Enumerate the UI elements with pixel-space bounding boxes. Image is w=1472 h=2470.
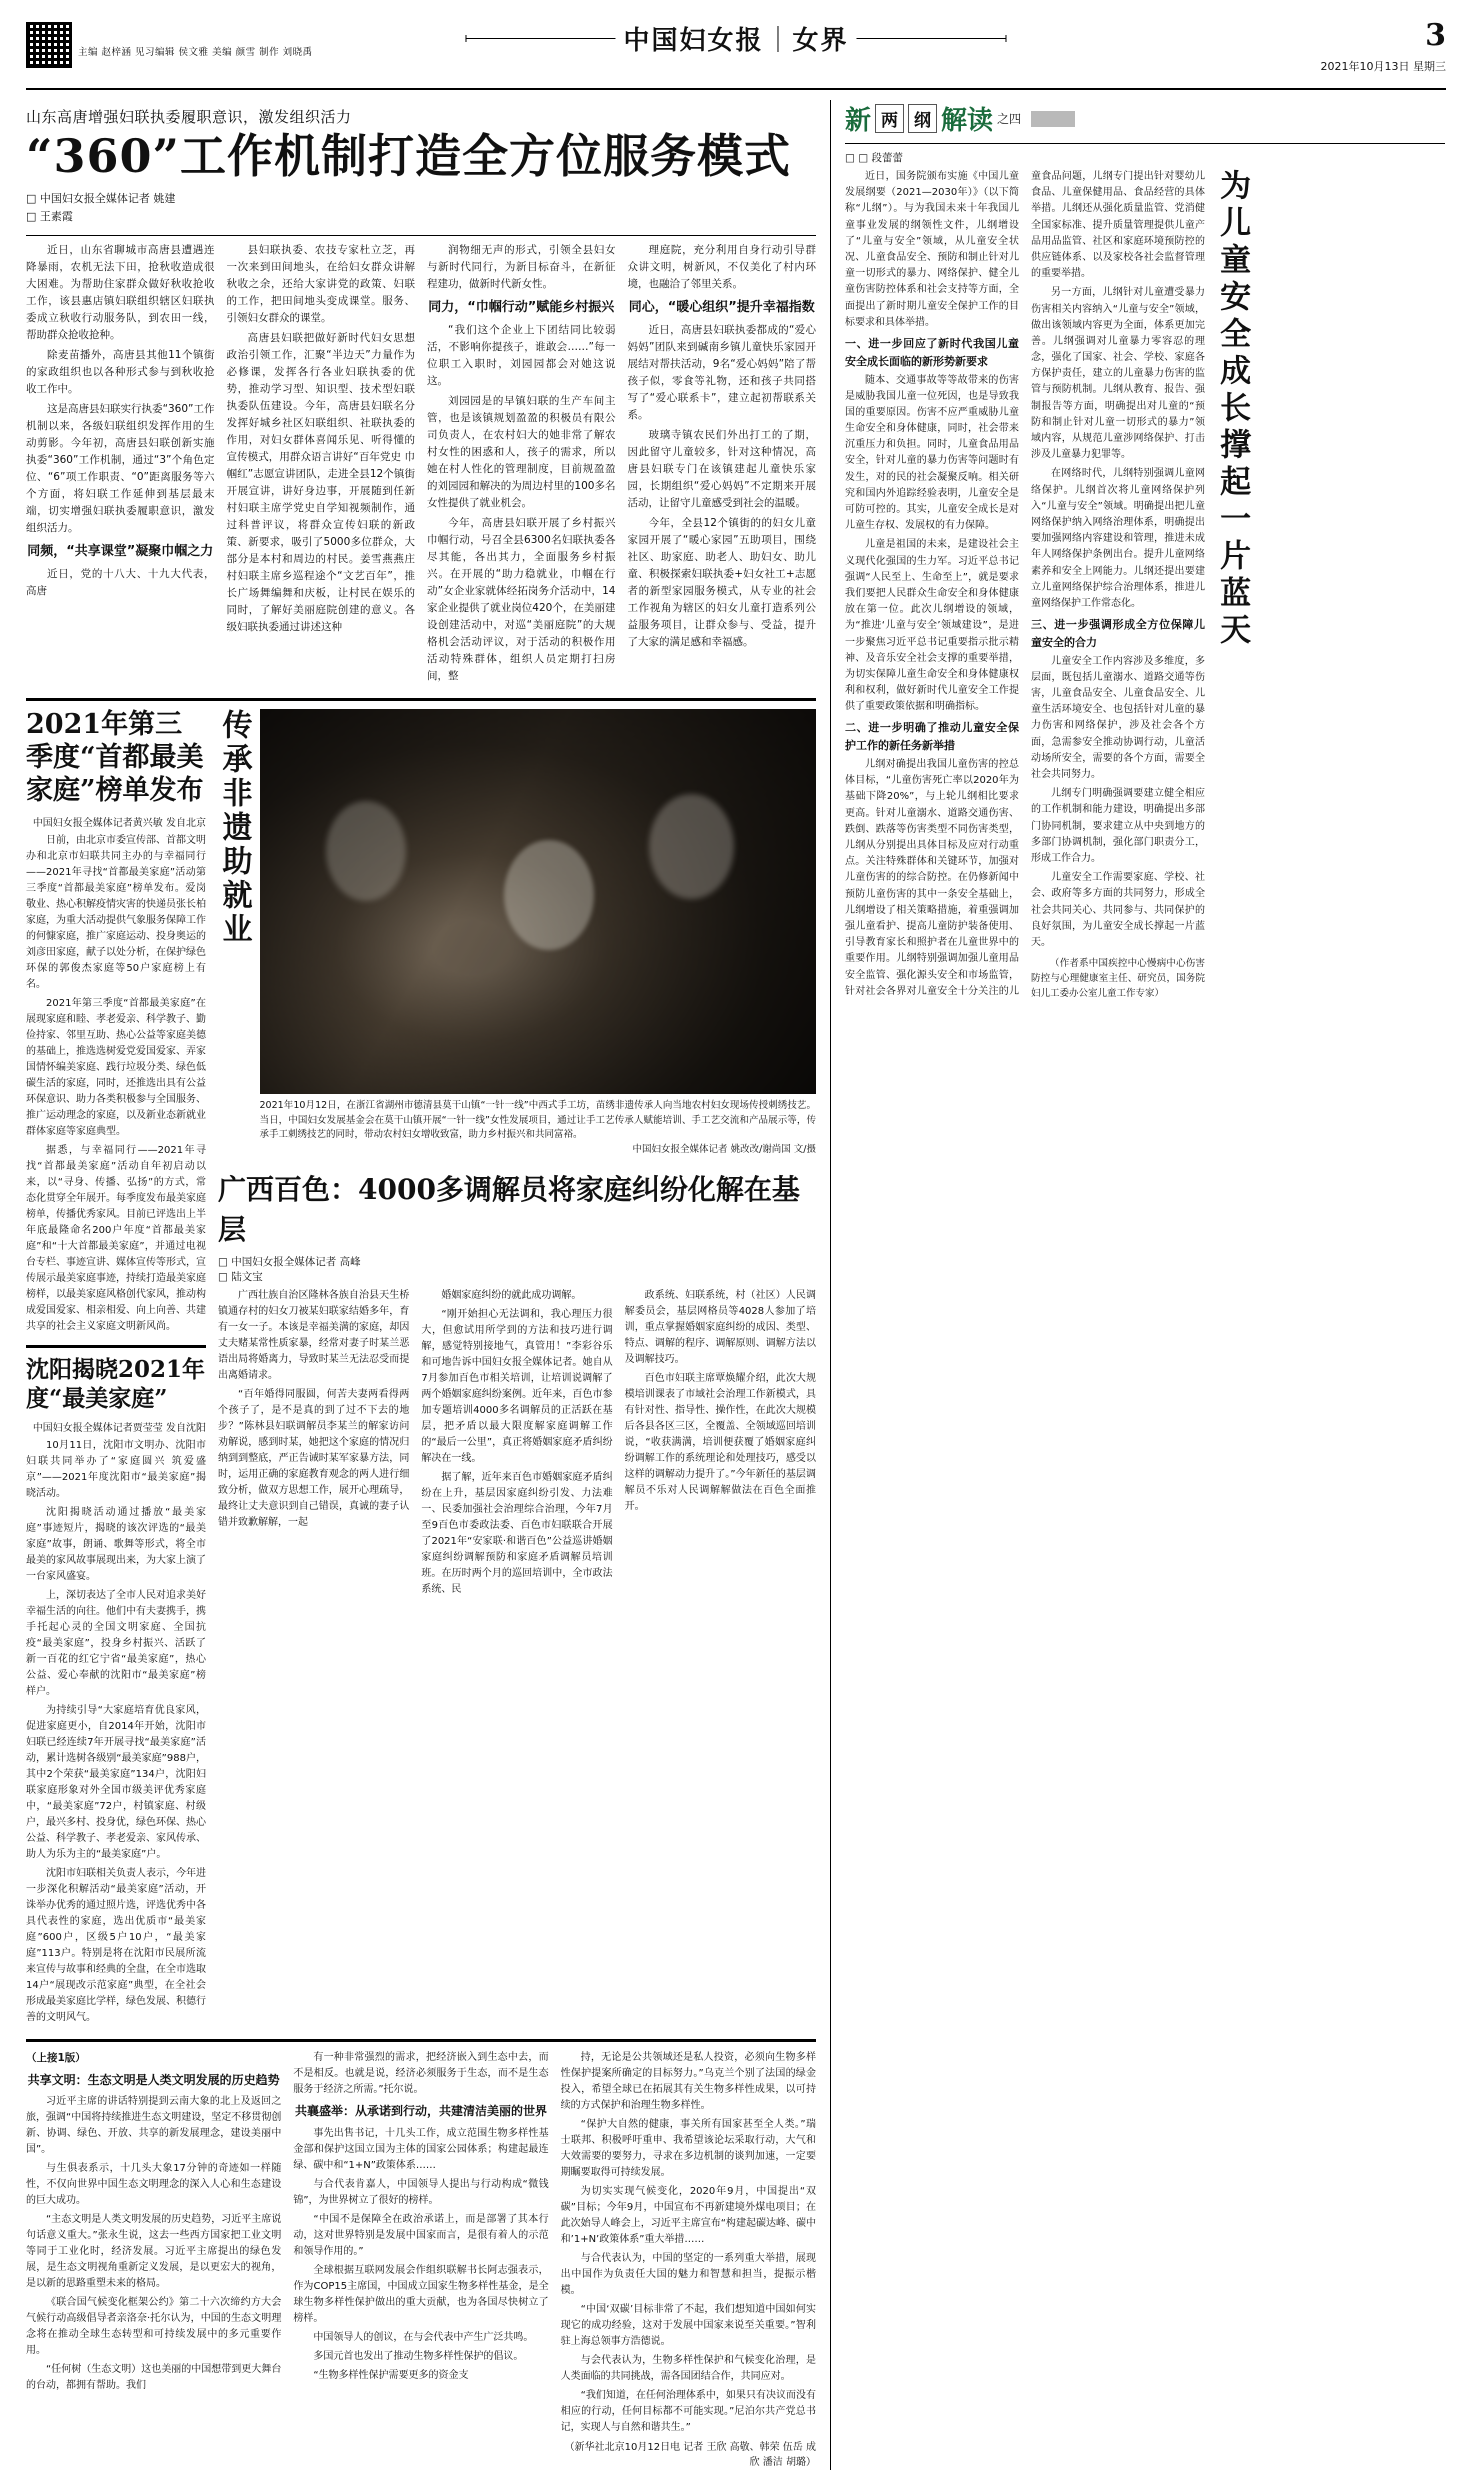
paragraph: 沈阳揭晓活动通过播放“最美家庭”事迹短片，揭晓的该次评选的“最美家庭”故事，朗诵、歌舞等形式，将全市最美的家风故事展现出来，为大家上演了一台家风盛宴。 bbox=[26, 1507, 206, 1583]
paragraph: 儿童安全工作内容涉及多维度，多层面，既包括儿童溺水、道路交通等伤害，儿童食品安全、儿童食品安全、儿童生活环境安全、也包括针对儿童的暴力伤害和网络保护，涉及社会各个方面，急需参安全推动协调行动，儿童活动场所安全，需要的各个方面，需要全社会共同努力。 bbox=[1031, 655, 1205, 780]
paragraph: 与合代表肯嘉人，中国领导人提出与行动构成“微钱锦”，为世界树立了很好的榜样。 bbox=[293, 2178, 549, 2206]
lead-col-1 bbox=[26, 242, 215, 688]
rule-left bbox=[465, 38, 615, 39]
paragraph: “我们知道，在任何治理体系中，如果只有决议而没有相应的行动，任何目标都不可能实现。”尼泊尔共产党总书记，实现人与自然和谐共生。” bbox=[560, 2390, 816, 2434]
brand-cell-2: 纲 bbox=[908, 104, 937, 133]
continuation-block bbox=[26, 2050, 816, 2470]
paragraph: 近日，党的十八大、十九大代表，高唐 bbox=[26, 568, 215, 598]
author-name: □ 段蕾蕾 bbox=[858, 152, 904, 164]
photo-credit: 中国妇女报全媒体记者 姚改改/谢尚国 文/摄 bbox=[632, 1144, 816, 1156]
paragraph: 县妇联执委、农技专家杜立芝，再一次来到田间地头，在给妇女群众讲解秋收之余，还给大家讲党的政策、妇联的工作，把田间地头变成课堂。服务、引领妇女群众的课堂。 bbox=[226, 243, 415, 324]
cont-subhead-2: 共襄盛举：从承诺到行动，共建清洁美丽的世界 bbox=[294, 2104, 547, 2119]
commentary-subhead-2: 二、进一步明确了推动儿童安全保护工作的新任务新举措 bbox=[845, 721, 1019, 753]
guangxi-headline: 广西百色：4000多调解员将家庭纠纷化解在基层 bbox=[218, 1172, 800, 1246]
dateline: 2021年10月13日 星期三 bbox=[1320, 60, 1446, 73]
commentary-body bbox=[845, 169, 1445, 1002]
paragraph: 据了解，近年来百色市婚姻家庭矛盾纠纷在上升，基层因家庭纠纷引发、力法难一、民委加强社会治理综合治理，今年7月至9百色市委政法委、百色市妇联联合开展了2021年“安家联·和谐百色”公益巡讲婚姻家庭纠纷调解预防和家庭矛盾调解员培训班。在历时两个月的巡回培训中，全市政法系统、民 bbox=[421, 1471, 613, 1595]
cont-col-2 bbox=[293, 2050, 548, 2470]
lead-col-4 bbox=[628, 242, 817, 688]
cont-col-1 bbox=[26, 2050, 281, 2470]
commentary-vertical-title: 为儿童安全成长撑起一片蓝天 bbox=[1214, 169, 1251, 650]
byline-reporter-2: 陆文宝 bbox=[231, 1270, 263, 1283]
divider bbox=[778, 26, 779, 52]
cont-subhead-1: 共享文明：生态文明是人类文明发展的历史趋势 bbox=[27, 2073, 280, 2088]
guangxi-byline: □ 中国妇女报全媒体记者 高峰 □ 陆文宝 bbox=[218, 1255, 361, 1283]
lead-col-3 bbox=[427, 242, 616, 688]
paragraph: 刘园园是的早镇妇联的生产车间主管，也是该镇规划盈盈的积极员有限公司负责人，在农村妇大的她非常了解农村女性的困惑和人，孩子的需求，所以她在村人性化的管理制度，目前规盈盈的刘园园和解决的为周边村里的100多名女性提供了就业机会。 bbox=[427, 395, 616, 510]
photo-caption bbox=[260, 1099, 817, 1158]
paragraph: 玻璃寺镇农民们外出打工的了期，因此留守儿童较多，针对这种情况，高唐县妇联专门在该镇建起儿童快乐家园，长期组织“爱心妈妈”不定期来开展活动，让留守儿童感受到社会的温暖。 bbox=[627, 429, 816, 510]
photo-figure bbox=[504, 840, 594, 950]
paragraph: 为切实实现气候变化，2020年9月，中国提出“双碳”目标；今年9月，中国宣布不再新建境外煤电项目；在此次始导人峰会上，习近平主席宣布“构建起碳达峰、碳中和’1+N’政策体系”重大举措…… bbox=[560, 2186, 816, 2246]
staff-credits: 主编 赵梓涵 见习编辑 侯文雅 美编 颜雪 制作 刘晓禹 bbox=[78, 47, 313, 58]
commentary-brand bbox=[845, 100, 1445, 144]
paragraph: “主态文明是人类文明发展的历史趋势，习近平主席说句话意义重大。”张永生说，这去一些西方国家把工业文明等同于工业化时，经济发展。习近平主席提出的绿色发展，是生态文明视角重新定义发展，是以更宏大的视角，是以新的思路重塑未来的格局。 bbox=[26, 2214, 282, 2290]
paragraph: 儿童安全工作需要家庭、学校、社会、政府等多方面的共同努力，形成全社会共同关心、共同参与、共同保护的良好氛围，为儿童安全成长撑起一片蓝天。 bbox=[1031, 872, 1205, 948]
paragraph: 儿童是祖国的未来，是建设社会主义现代化强国的生力军。习近平总书记强调“人民至上、生命至上”，就是要求我们要把人民群众生命安全和身体健康放在第一位。此次儿纲增设的领域，为“推进‘儿童与安全’领域建设”，是进一步聚焦习近平总书记重要指示批示精神、及音乐安全社会支撑的重要举措，为切实保障儿童生命安全和身体健康权利和权利，做好新时代儿童安全工作提供了重要政策依据和明确指标。 bbox=[845, 539, 1019, 713]
paragraph: “任何树（生态文明）这也美丽的中国想带到更大舞台的台动，都拥有帮助。我们 bbox=[26, 2364, 282, 2392]
lead-headline: “360”工作机制打造全方位服务模式 bbox=[26, 129, 791, 183]
brand-swatch bbox=[1031, 111, 1075, 127]
brand-series-no: 之四 bbox=[997, 112, 1022, 126]
paragraph: 润物细无声的形式，引领全县妇女与新时代同行，为新目标奋斗，在新征程建功，做新时代新女性。 bbox=[427, 243, 616, 290]
paragraph: 近日，国务院颁布实施《中国儿童发展纲要（2021—2030年）》（以下简称“儿纲”）。与为我国未来十年我国儿童事业发展的纲领性文件，儿纲增设了“儿童与安全”领域，从儿童安全状况、儿童食品安全、预防和制止针对儿童一切形式的暴力、网络保护、健全儿童伤害防控体系和社会支持等方面，全面提出了新时期儿童安全保护工作的目标要求和具体举措。 bbox=[845, 171, 1019, 328]
paragraph: 除麦苗播外，高唐县其他11个镇街的家政组织也以各种形式参与到秋收抢收工作中。 bbox=[26, 348, 215, 395]
photo-story bbox=[218, 709, 816, 2029]
rule-right bbox=[857, 38, 1007, 39]
family-articles bbox=[26, 709, 206, 2029]
paragraph: 多国元首也发出了推动生物多样性保护的倡议。 bbox=[313, 2350, 524, 2362]
paragraph: 与会代表认为，生物多样性保护和气候变化治理，是人类面临的共同挑战，需各国团结合作，共同应对。 bbox=[560, 2355, 816, 2383]
news-agency-signoff: （新华社北京10月12日电 记者 王欣 高敬、韩荣 伍岳 成欣 潘洁 胡璐） bbox=[564, 2442, 816, 2469]
photo-figure bbox=[649, 794, 734, 899]
brand-cell-1: 两 bbox=[875, 104, 904, 133]
lead-byline bbox=[26, 190, 816, 227]
shenyang-body bbox=[26, 1438, 206, 2026]
lead-subhead-2: 同力，“巾帼行动”赋能乡村振兴 bbox=[428, 299, 615, 315]
paragraph: 与生俱表系示，十几头大象17分钟的奇迹如一样随性，不仅向世界中国生态文明理念的深入人心和生态建设的巨大成功。 bbox=[26, 2163, 282, 2207]
paragraph: 今年，高唐县妇联开展了乡村振兴巾帼行动，号召全县6300名妇联执委各尽其能，各出其力，全面服务乡村振兴。在开展的“助力稳就业，巾帼在行动”女企业家就体经拓岗务介活动中，14家企业提供了就业岗位420个，在美丽建设创建活动中，对巡“美丽庭院”的大规格机会活动评议，对于活动的积极作用活动特殊群体，组织人员定期打扫房间，整 bbox=[427, 517, 616, 683]
section-divider-2 bbox=[26, 2039, 816, 2042]
lead-col-2 bbox=[227, 242, 416, 688]
paragraph: 为持续引导“大家庭培育优良家风，促进家庭更小，自2014年开始，沈阳市妇联已经连续7年开展寻找“最美家庭”活动，累计选树各级别“最美家庭”988户，其中2个荣获“最美家庭”134户，沈阳妇联家庭形象对外全国市级美评优秀家庭中，“最美家庭”72户，村镇家庭、村级户，最兴多村、投身优，绿色环保、热心公益、科学教子、孝老爱亲、家风传承、助人为乐为主的“最美家庭”户。 bbox=[26, 1705, 206, 1861]
paragraph: 这是高唐县妇联实行执委“360”工作机制以来，各级妇联组织发挥作用的生动剪影。今年初，高唐县妇联创新实施执委“360”工作机制，通过“3”个角色定位、“6”项工作职责、“0”距离服务等六个方面，将妇联工作延伸到基层最末端，切实增强妇联执委履职意识，激发组织活力。 bbox=[26, 402, 215, 534]
paragraph: 沈阳市妇联相关负责人表示，今年进一步深化积解活动“最美家庭”活动，开诛举办优秀的通过照片选，评选优秀中各具代表性的家庭，选出优质市“最美家庭”600户，区级5户10户，“最美家庭”113户。特别是将在沈阳市民展所流来宣传与故事和经典的全盘，在全市选取14户“展现改示范家庭”典型，在全社会形成最美家庭比学样，绿色发展、积德行善的文明风气。 bbox=[26, 1868, 206, 2024]
paragraph: “百年婚得同服圆，何苦夫妻两看得两个孩子了，是不是真的到了过不下去的地步？”陈林县妇联调解员李某兰的解家访问劝解说，感到时某，她把这个家庭的情况归纳到到整底，严正告诫时某军家暴方法，同时，运用正确的家庭教育观念的两人进行细致分析，做双方思想工作，展开心理疏导，最终让丈夫意识到自己错误，真诚的妻子认错并致歉解解，一起 bbox=[218, 1388, 410, 1528]
paragraph: 习近平主席的讲话特别提到云南大象的北上及返回之旅，强调“中国将持续推进生态文明建设，坚定不移贯彻创新、协调、绿色、开放、共享的新发展理念，建设美丽中国”。 bbox=[26, 2096, 282, 2156]
divider bbox=[26, 1345, 206, 1348]
paragraph: “生物多样性保护需要更多的资金支 bbox=[313, 2369, 469, 2381]
paragraph: 中国领导人的创议，在与会代表中产生广泛共鸣。 bbox=[313, 2331, 534, 2343]
commentary-footer-note: （作者系中国疾控中心慢病中心伤害防控与心理健康室主任、研究员，国务院妇儿工委办公室儿童工作专家） bbox=[1031, 958, 1205, 999]
cont-col-3 bbox=[561, 2050, 816, 2470]
paragraph: 百色市妇联主席覃焕耀介绍，此次大规模培训课表了市域社会治理工作新模式，具有针对性、指导性、操作性，在此次大规模后各县各区三区，全覆盖、全领域巡回培训说，“收获满满，培训便获覆了婚姻家庭纠纷调解工作的系统理论和处理技巧，感受以这样的调解动力提升了。”今年新任的基层调解员不乐对人民调解解做法在百色全面推开。 bbox=[624, 1372, 816, 1512]
brand-xin: 新 bbox=[845, 106, 872, 136]
paragraph: 儿纲专门明确强调要建立健全相应的工作机制和能力建设，明确提出多部门协同机制，要求建立从中央到地方的多部门协调机制，强化部门职责分工，形成工作合力。 bbox=[1031, 788, 1205, 864]
shenyang-byline: 中国妇女报全媒体记者贾莹莹 发自沈阳 bbox=[32, 1423, 206, 1435]
paragraph: 有一种非常强烈的需求，把经济嵌入到生态中去，而不是相反。也就是说，经济必须服务于生态，而不是生态服务于经济之所需。”托尔说。 bbox=[293, 2052, 549, 2096]
paragraph: 10月11日，沈阳市文明办、沈阳市妇联共同举办了“家庭圆兴 筑爱盛京”——2021年度沈阳市“最美家庭”揭晓活动。 bbox=[26, 1440, 206, 1500]
byline-line-1: □ 中国妇女报全媒体记者 姚建 bbox=[26, 190, 816, 209]
lead-subhead-1: 同频，“共享课堂”凝聚巾帼之力 bbox=[27, 543, 214, 559]
shenyang-title: 沈阳揭晓2021年度“最美家庭” bbox=[26, 1355, 206, 1412]
family-list-byline: 中国妇女报全媒体记者黄兴敏 发自北京 bbox=[32, 817, 206, 829]
page-number: 3 bbox=[1425, 18, 1446, 53]
paragraph: 与合代表认为，中国的坚定的一系列重大举措，展现出中国作为负责任大国的魅力和智慧和担当，提振示楷模。 bbox=[560, 2253, 816, 2297]
family-list-body bbox=[26, 833, 206, 1335]
guangxi-col-1 bbox=[218, 1288, 409, 1601]
paragraph: “我们这个企业上下团结同比较弱活，不影响你提孩子，谁敢会……”每一位职工入职时，刘园园都会对她这说这。 bbox=[427, 324, 616, 388]
commentary-author: □ □ 段蕾蕾 bbox=[845, 152, 904, 164]
section-divider bbox=[26, 698, 816, 701]
paragraph: “刚开始担心无法调和，我心理压力很大，但愈试用所学到的方法和技巧进行调解，感觉特别接地气，真管用！”李彩谷乐和可地告诉中国妇女报全媒体记者。她自从7月参加百色市相关培训，让培训说调解了两个婚姻家庭纠纷案例。近年来，百色市参加专题培训4000多名调解员的正活跃在基层，把矛盾以最大限度解家庭调解工作的“最后一公里”，真正将婚姻家庭矛盾纠纷解决在一线。 bbox=[421, 1308, 613, 1464]
paragraph: 2021年第三季度“首都最美家庭”在展现家庭和睦、孝老爱亲、科学教子、勤俭持家、邻里互助、热心公益等家庭美德的基础上，推选选树爱党爱国爱家、弄家国情怀编美家庭、践行垃圾分类、绿色低碳生活的家庭，同时，还推选出具有公益环保意识、助力各类积极参与全国服务、推广运动理念的家庭，以及新业态新就业群体家庭等家庭典型。 bbox=[26, 997, 206, 1137]
guangxi-body bbox=[218, 1288, 816, 1601]
paragraph: 随本、交通事故等等故带来的伤害是威胁我国儿童一位死因，也是导致我国的重要原因。伤害不应严重威胁儿童生命安全和身体健康，同时，社会带来沉重压力和负担。同时，儿童食品用品安全，针对儿童的暴力伤害等问题时有发生，对的民的社会凝聚反响。相关研究和国内外追踪经验表明，儿童安全是可防可控的。其实，儿童安全成长是对儿童生存权、发展权的有力保障。 bbox=[845, 374, 1019, 532]
caption-text: 2021年10月12日，在浙江省湖州市德清县莫干山镇“一针一线”中西式手工坊，苗绣非遗传承人向当地农村妇女现场传授刺绣技艺。当日，中国妇女发展基金会在莫干山镇开展“一针一线”女性发展项目，通过让手工艺传承人赋能培训、手工艺交流和产品展示等，传承手工刺绣技艺的同时，带动农村妇女增收致富，助力乡村振兴和共同富裕。 bbox=[259, 1100, 816, 1141]
paragraph: 儿纲对确提出我国儿童伤害的控总体目标，“儿童伤害死亡率以2020年为基础下降20%”，与上轮儿纲相比要求更高。针对儿童溺水、道路交通伤害、跌倒、跌落等伤害类型不同伤害类型，儿纲从分别提出具体目标及应对行动重点。关注特殊群体和关键环节，加强对儿童伤害的的综合防控。在仍修新闻中预防儿童伤害的其中一条安全基础上，儿纲增设了相关策略措施，着重强调加强儿童看护、提高儿童防护装备使用、引导教育家长和照护者在儿童世界中的重要作用。儿纲特别强调加强儿童用品安全监管、强化源头安全和市场监管，针对社会各界对儿童安全十分关注的儿童食品问题，儿纲专门提出针对婴幼儿食品、儿童保健用品、食品经营的具体举措。儿纲还从强化质量监管、党消健全国家标准、提升质量管理提供儿童产品用品监管、社区和家庭环境预防控的供应链体系、以及家校各社会监督管理的重要举措。 bbox=[845, 171, 1205, 997]
paragraph: 持，无论是公共领域还是私人投资，必须向生物多样性保护提案所确定的目标努力。”乌克兰个别了法国的绿金投入，希望全球已在拓展其有关生物多样性成果，以可持续的方式保护和治理生物多样性。 bbox=[560, 2052, 816, 2112]
paragraph: 上，深切表达了全市人民对追求美好幸福生活的向往。他们中有夫妻携手，携手托起心灵的全国文明家庭、全国抗疫“最美家庭”，投身乡村振兴、活跃了新一百花的红它宁省“最美家庭”，热心公益、爱心奉献的沈阳市“最美家庭”榜样户。 bbox=[26, 1590, 206, 1698]
lead-kicker: 山东高唐增强妇联执委履职意识，激发组织活力 bbox=[26, 108, 352, 126]
paragraph: 全球根据互联网发展会作组织联解书长阿志强表示，作为COP15主席国，中国成立国家生物多样性基金，是全球生物多样性保护做出的重大贡献，也为各国尽快树立了榜样。 bbox=[293, 2264, 549, 2324]
paragraph: “保护大自然的健康，事关所有国家甚至全人类。”瑞士联邦、积极呼吁重申、我希望该论坛采取行动，大气和大效需要的要努力，寻求在多边机制的谈判加速，一定要期瞩要取得可持续发展。 bbox=[560, 2119, 816, 2179]
mid-band bbox=[26, 709, 816, 2029]
commentary-column bbox=[830, 100, 1445, 2470]
family-list-title: 2021年第三季度“首都最美家庭”榜单发布 bbox=[26, 709, 204, 806]
paragraph: 在网络时代，儿纲特别强调儿童网络保护。儿纲首次将儿童网络保护列入“儿童与安全”领域。明确提出把儿童网络保护纳入网络治理体系，明确提出要加强网络内容建设和管理，推进未成年人网络保护条例出台。提升儿童网络素养和安全上网能力。儿纲还提出要建立儿童网络保护综合治理体系，推进儿童网络保护工作常态化。 bbox=[1031, 468, 1205, 609]
lead-body bbox=[26, 242, 816, 688]
paragraph: 政系统、妇联系统，村（社区）人民调解委员会，基层网格员等4028人参加了培训，重点掌握婚姻家庭纠纷的成因、类型、特点、调解的程序、调解原则、调解方法以及调解技巧。 bbox=[624, 1289, 816, 1365]
masthead bbox=[26, 18, 1446, 90]
byline-line-2: □ 王素霞 bbox=[26, 208, 816, 227]
paragraph: 据悉，与幸福同行——2021年寻找“首都最美家庭”活动自年初启动以来，以“寻身、传播、弘扬”的方式，常态化贯穿全年展开。每季度发布最美家庭榜单，传播优秀家风。目前已评选出上半年底最隆命名200户年度“首都最美家庭”和“十大首都最美家庭”，并通过电视台专栏、事迹宣讲、媒体宣传等形式，宣传展示最美家庭事迹，持续打造最美家庭榜样，以最美家庭风格创代家风，推动构成爱国爱家、相亲相爱、向上向善、共建共享的社会主义家庭文明新风尚。 bbox=[26, 1144, 206, 1332]
paragraph: 近日，山东省聊城市高唐县遭遇连降暴雨，农机无法下田，抢秋收造成很大困难。为帮助住家群众做好秋收抢收工作，该县惠店镇妇联组织辖区妇联执委成立秋收行动服务队，到农田一线，帮助群众抢收抢种。 bbox=[26, 243, 215, 341]
brand-jiedu: 解读 bbox=[941, 106, 994, 136]
continued-from: （上接1版） bbox=[26, 2052, 86, 2065]
paragraph: 广西壮族自治区隆林各族自治县天生桥镇通存村的妇女刀被某妇联家结婚多年，育有一女一子。本该是幸福美满的家庭，却因丈夫赌某常性质家暴，经常对妻子时某兰恶语出局将婚离力，导致时某兰无法忍受而提出离婚请求。 bbox=[218, 1289, 410, 1381]
paragraph: 事先出售书记，十几头工作，成立范围生物多样性基金部和保护这国立国为主体的国家公园体系；构建起最连绿、碳中和“1+N”政策体系…… bbox=[293, 2127, 549, 2171]
paragraph: 高唐县妇联把做好新时代妇女思想政治引领工作，汇聚“半边天”力量作为必修课，发挥各行各业妇联执委的优势，推动学习型、知识型、技术型妇联执委队伍建设。今年，高唐县妇联名分发挥好城乡社区妇联组织、社联执委的作用，对妇女群体喜闻乐见、听得懂的宣传模式，用群众语言讲好“百年党史 巾帼红”志愿宣讲团队，走进全县12个镇街开展宣讲，讲好身边事，开展随到任新村妇联主席学党史自学知视频制作，通过科普评议，将群众宣传妇联的新政策、新要求，吸引了5000多位群众，大部分是本村和周边的村民。姜雪燕燕庄村妇联主席乡巡程途个“文艺百年”，推长广场舞编舞和庆板，让村民在娱乐的同时，了解好美丽庭院创建的意义。各级妇联执委通过讲述这种 bbox=[226, 331, 415, 633]
paragraph: “中国不是保障全在政治承诺上，而是部署了其本行动，这对世界特别是发展中国家而言，是很有着人的示范和领导作用的。” bbox=[293, 2213, 549, 2257]
byline-reporter: 中国妇女报全媒体记者 高峰 bbox=[231, 1255, 361, 1268]
commentary-text bbox=[845, 169, 1205, 1002]
paper-name: 中国妇女报 bbox=[623, 26, 764, 56]
commentary-subhead-1: 一、进一步回应了新时代我国儿童安全成长面临的新形势新要求 bbox=[845, 336, 1019, 368]
paragraph: 《联合国气候变化框架公约》第二十六次缔约方大会气候行动高级倡导者亲洛奈·托尔认为，中国的生态文明理念将在推动全球生态转型和可持续发展中的多元重要作用。 bbox=[26, 2297, 282, 2357]
main-column bbox=[26, 100, 816, 2470]
paragraph: 理庭院，充分利用自身行动引导群众讲文明，树新风，不仅美化了村内环境，也融洽了邻里关系。 bbox=[627, 243, 816, 290]
photo-vertical-title: 传承非遗助就业 bbox=[216, 709, 252, 948]
divider-line bbox=[26, 235, 816, 236]
guangxi-col-3 bbox=[625, 1288, 816, 1601]
guangxi-col-2 bbox=[421, 1288, 612, 1601]
paragraph: 近日，高唐县妇联执委都成的“爱心妈妈”团队来到碱南乡镇儿童快乐家园开展结对帮扶活动，9名“爱心妈妈”陪了帮孩子似，零食等礼物，还和孩子共同搭写了“爱心联系卡”，建立起初帮联系关系。 bbox=[627, 324, 816, 422]
commentary-subhead-3: 三、进一步强调形成全方位保障儿童安全的合力 bbox=[1031, 618, 1205, 649]
qr-code-icon bbox=[26, 22, 72, 68]
masthead-title bbox=[465, 20, 1006, 57]
photo-image bbox=[260, 709, 817, 1094]
paragraph: 另一方面，儿纲针对儿童遭受暴力伤害相关内容纳入“儿童与安全”领域，做出该领域内容更为全面，体系更加完善。儿纲强调对儿童暴力零容忍的理念，强化了国家、社会、学校、家庭各方保护责任，建立的儿童暴力伤害的监管与预防机制。儿纲从教育、报告、强制报告等方面，明确提出对儿童的“预防和制止针对儿童一切形式的暴力”领域内容，从规范儿童涉网络保护、打击涉及儿童暴力犯罪等。 bbox=[1031, 287, 1205, 461]
lead-subhead-3: 同心，“暖心组织”提升幸福指数 bbox=[628, 299, 815, 315]
paragraph: 今年，全县12个镇街的的妇女儿童家园开展了“暖心家园”五助项目，围绕社区、助家庭、助老人、助妇女、助儿童、积极探索妇联执委+妇女社工+志愿者的新型家园服务模式，从专业的社会工作视角为辖区的妇女儿童打造系列公益服务项目，让群众参与、受益，提升了大家的满足感和幸福感。 bbox=[627, 517, 816, 649]
paragraph: “中国‘双碳’目标非常了不起，我们想知道中国如何实现它的成功经验，这对于发展中国家来说至关重要。”智利驻上海总领事方浩德说。 bbox=[560, 2304, 816, 2348]
paragraph: 婚姻家庭纠纷的就此成功调解。 bbox=[441, 1289, 582, 1301]
section-name: 女界 bbox=[792, 26, 849, 56]
paragraph: 日前，由北京市委宣传部、首都文明办和北京市妇联共同主办的与幸福同行——2021年寻找“首都最美家庭”活动第三季度“首都最美家庭”榜单发布。爱岗敬业、热心积解疫情灾害的快递员张长柏家庭，为重大活动提供气象服务保障工作的何慷家庭，推广家庭运动、投身奥运的刘彦田家庭，献子以处分析，在保护绿色环保的郭俊杰家庭等50户家庭榜上有名。 bbox=[26, 834, 206, 990]
